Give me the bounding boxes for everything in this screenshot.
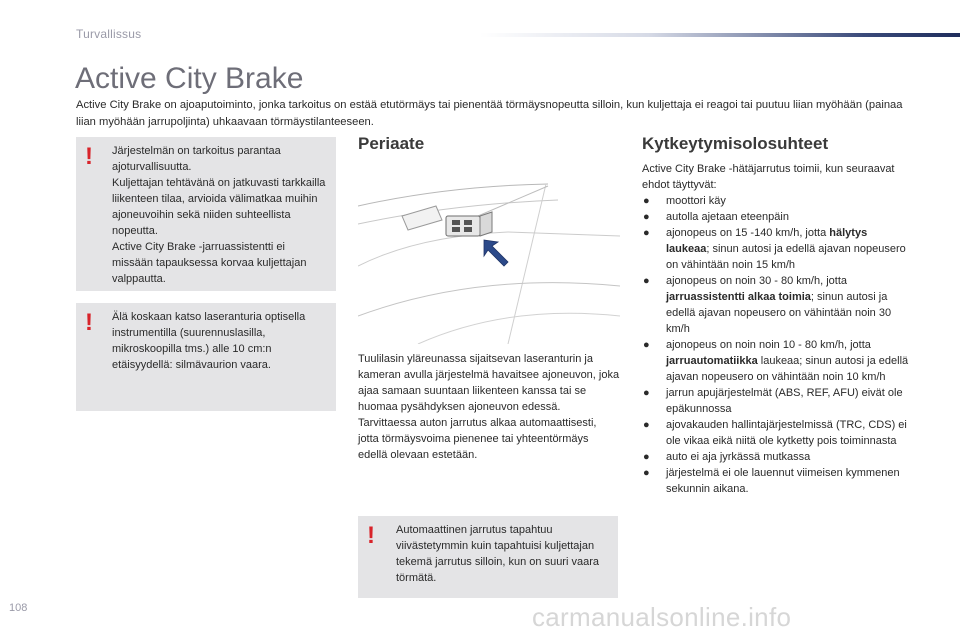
item-text: ajonopeus on noin noin 10 - 80 km/h, jotta <box>666 339 871 351</box>
warning-box-laser <box>76 303 336 411</box>
bullet-icon: ● <box>643 451 650 463</box>
list-item <box>642 385 912 417</box>
list-item <box>642 273 912 337</box>
bullet-icon: ● <box>643 275 650 287</box>
warning-line: Älä koskaan katso laseranturia optisella instrumentilla (suurennuslasilla, mikroskoopilla tms.) alle 10 cm:n etäisyydellä: silmävaurion vaara. <box>112 311 306 371</box>
item-text: auto ei aja jyrkässä mutkassa <box>666 451 811 463</box>
item-text: ajovakauden hallintajärjestelmissä (TRC, CDS) ei ole vikaa eikä niitä ole kytketty pois toiminnasta <box>666 419 907 447</box>
warning-box-braking-delay <box>358 516 618 598</box>
bullet-icon: ● <box>643 339 650 351</box>
item-text: moottori käy <box>666 195 726 207</box>
item-bold-text: jarruassistentti alkaa toimia <box>666 291 811 303</box>
page-number: 108 <box>9 602 28 614</box>
warning-text <box>396 522 610 586</box>
list-item <box>642 465 912 497</box>
bullet-icon: ● <box>643 387 650 399</box>
list-item <box>642 209 912 225</box>
intro-paragraph: Active City Brake on ajoaputoiminto, jonka tarkoitus on estää etutörmäys tai pienentää törmäysnopeutta silloin, kun kuljettaja ei reagoi tai puutuu liian myöhään (painaa liian myöhään jarrupoljinta) uhkaavaan törmäystilanteeseen. <box>76 99 903 128</box>
item-text: ajonopeus on 15 -140 km/h, jotta <box>666 227 830 239</box>
list-item <box>642 193 912 209</box>
warning-line: Järjestelmän on tarkoitus parantaa ajoturvallisuutta. <box>112 145 281 173</box>
section-heading-kytkeytymisolosuhteet: Kytkeytymisolosuhteet <box>642 134 829 153</box>
section-heading-periaate: Periaate <box>358 134 425 153</box>
paragraph: Tuulilasin yläreunassa sijaitsevan laseranturin ja kameran avulla järjestelmä havaitsee ajoneuvon, joka ajaa samaan suuntaan liikenteen kanssa tai se huomaa pysähdyksen ajoneuvon edessä. <box>358 353 620 413</box>
bullet-icon: ● <box>643 419 650 431</box>
list-item <box>642 417 912 449</box>
bullet-icon: ● <box>643 467 650 479</box>
header-gradient-bar <box>480 33 960 37</box>
warning-line: Active City Brake -jarruassistentti ei missään tapauksessa korvaa kuljettajan valppautta. <box>112 241 307 285</box>
page-title: Active City Brake <box>75 62 304 95</box>
warning-box-safety <box>76 137 336 291</box>
warning-text <box>112 309 328 373</box>
list-item <box>642 225 912 273</box>
watermark: carmanualsonline.info <box>532 602 792 632</box>
item-bold-text: hälytys laukeaa <box>666 227 868 255</box>
list-item <box>642 449 912 465</box>
bullet-icon: ● <box>643 195 650 207</box>
warning-line: Kuljettajan tehtävänä on jatkuvasti tarkkailla liikenteen tilaa, arvioida välimatkaa muihin ajoneuvoihin sekä niiden suhteellista nopeutta. <box>112 177 326 237</box>
item-text: järjestelmä ei ole lauennut viimeisen kymmenen sekunnin aikana. <box>666 467 900 495</box>
kytkeytymis-intro: Active City Brake -hätäjarrutus toimii, kun seuraavat ehdot täyttyvät: <box>642 163 895 191</box>
windshield-sensor-illustration <box>358 176 620 344</box>
periaate-body <box>358 351 620 463</box>
section-label: Turvallissus <box>76 27 142 41</box>
warning-icon: ! <box>85 309 93 336</box>
item-text: ajonopeus on noin 30 - 80 km/h, jotta <box>666 275 848 287</box>
item-text: ; sinun autosi ja edellä ajavan nopeusero on vähintään noin 30 km/h <box>666 291 892 335</box>
item-text: jarrun apujärjestelmät (ABS, REF, AFU) eivät ole epäkunnossa <box>666 387 903 415</box>
list-item <box>642 337 912 385</box>
item-text: autolla ajetaan eteenpäin <box>666 211 789 223</box>
warning-icon: ! <box>85 143 93 170</box>
paragraph: Tarvittaessa auton jarrutus alkaa automaattisesti, jotta törmäysvoima pienenee tai yhteentörmäys edellä olevaan estetään. <box>358 417 597 461</box>
item-text: laukeaa; sinun autosi ja edellä ajavan nopeusero on vähintään noin 10 km/h <box>666 355 909 383</box>
item-bold-text: jarruautomatiikka <box>666 355 758 367</box>
item-text: ; sinun autosi ja edellä ajavan nopeusero on vähintään noin 15 km/h <box>666 243 906 271</box>
bullet-icon: ● <box>643 211 650 223</box>
warning-text <box>112 143 328 287</box>
warning-icon: ! <box>367 522 375 549</box>
warning-line: Automaattinen jarrutus tapahtuu viivästetymmin kuin tapahtuisi kuljettajan tekemä jarrutus silloin, kun on suuri vaara törmätä. <box>396 524 599 584</box>
conditions-list <box>642 193 912 497</box>
bullet-icon: ● <box>643 227 650 239</box>
